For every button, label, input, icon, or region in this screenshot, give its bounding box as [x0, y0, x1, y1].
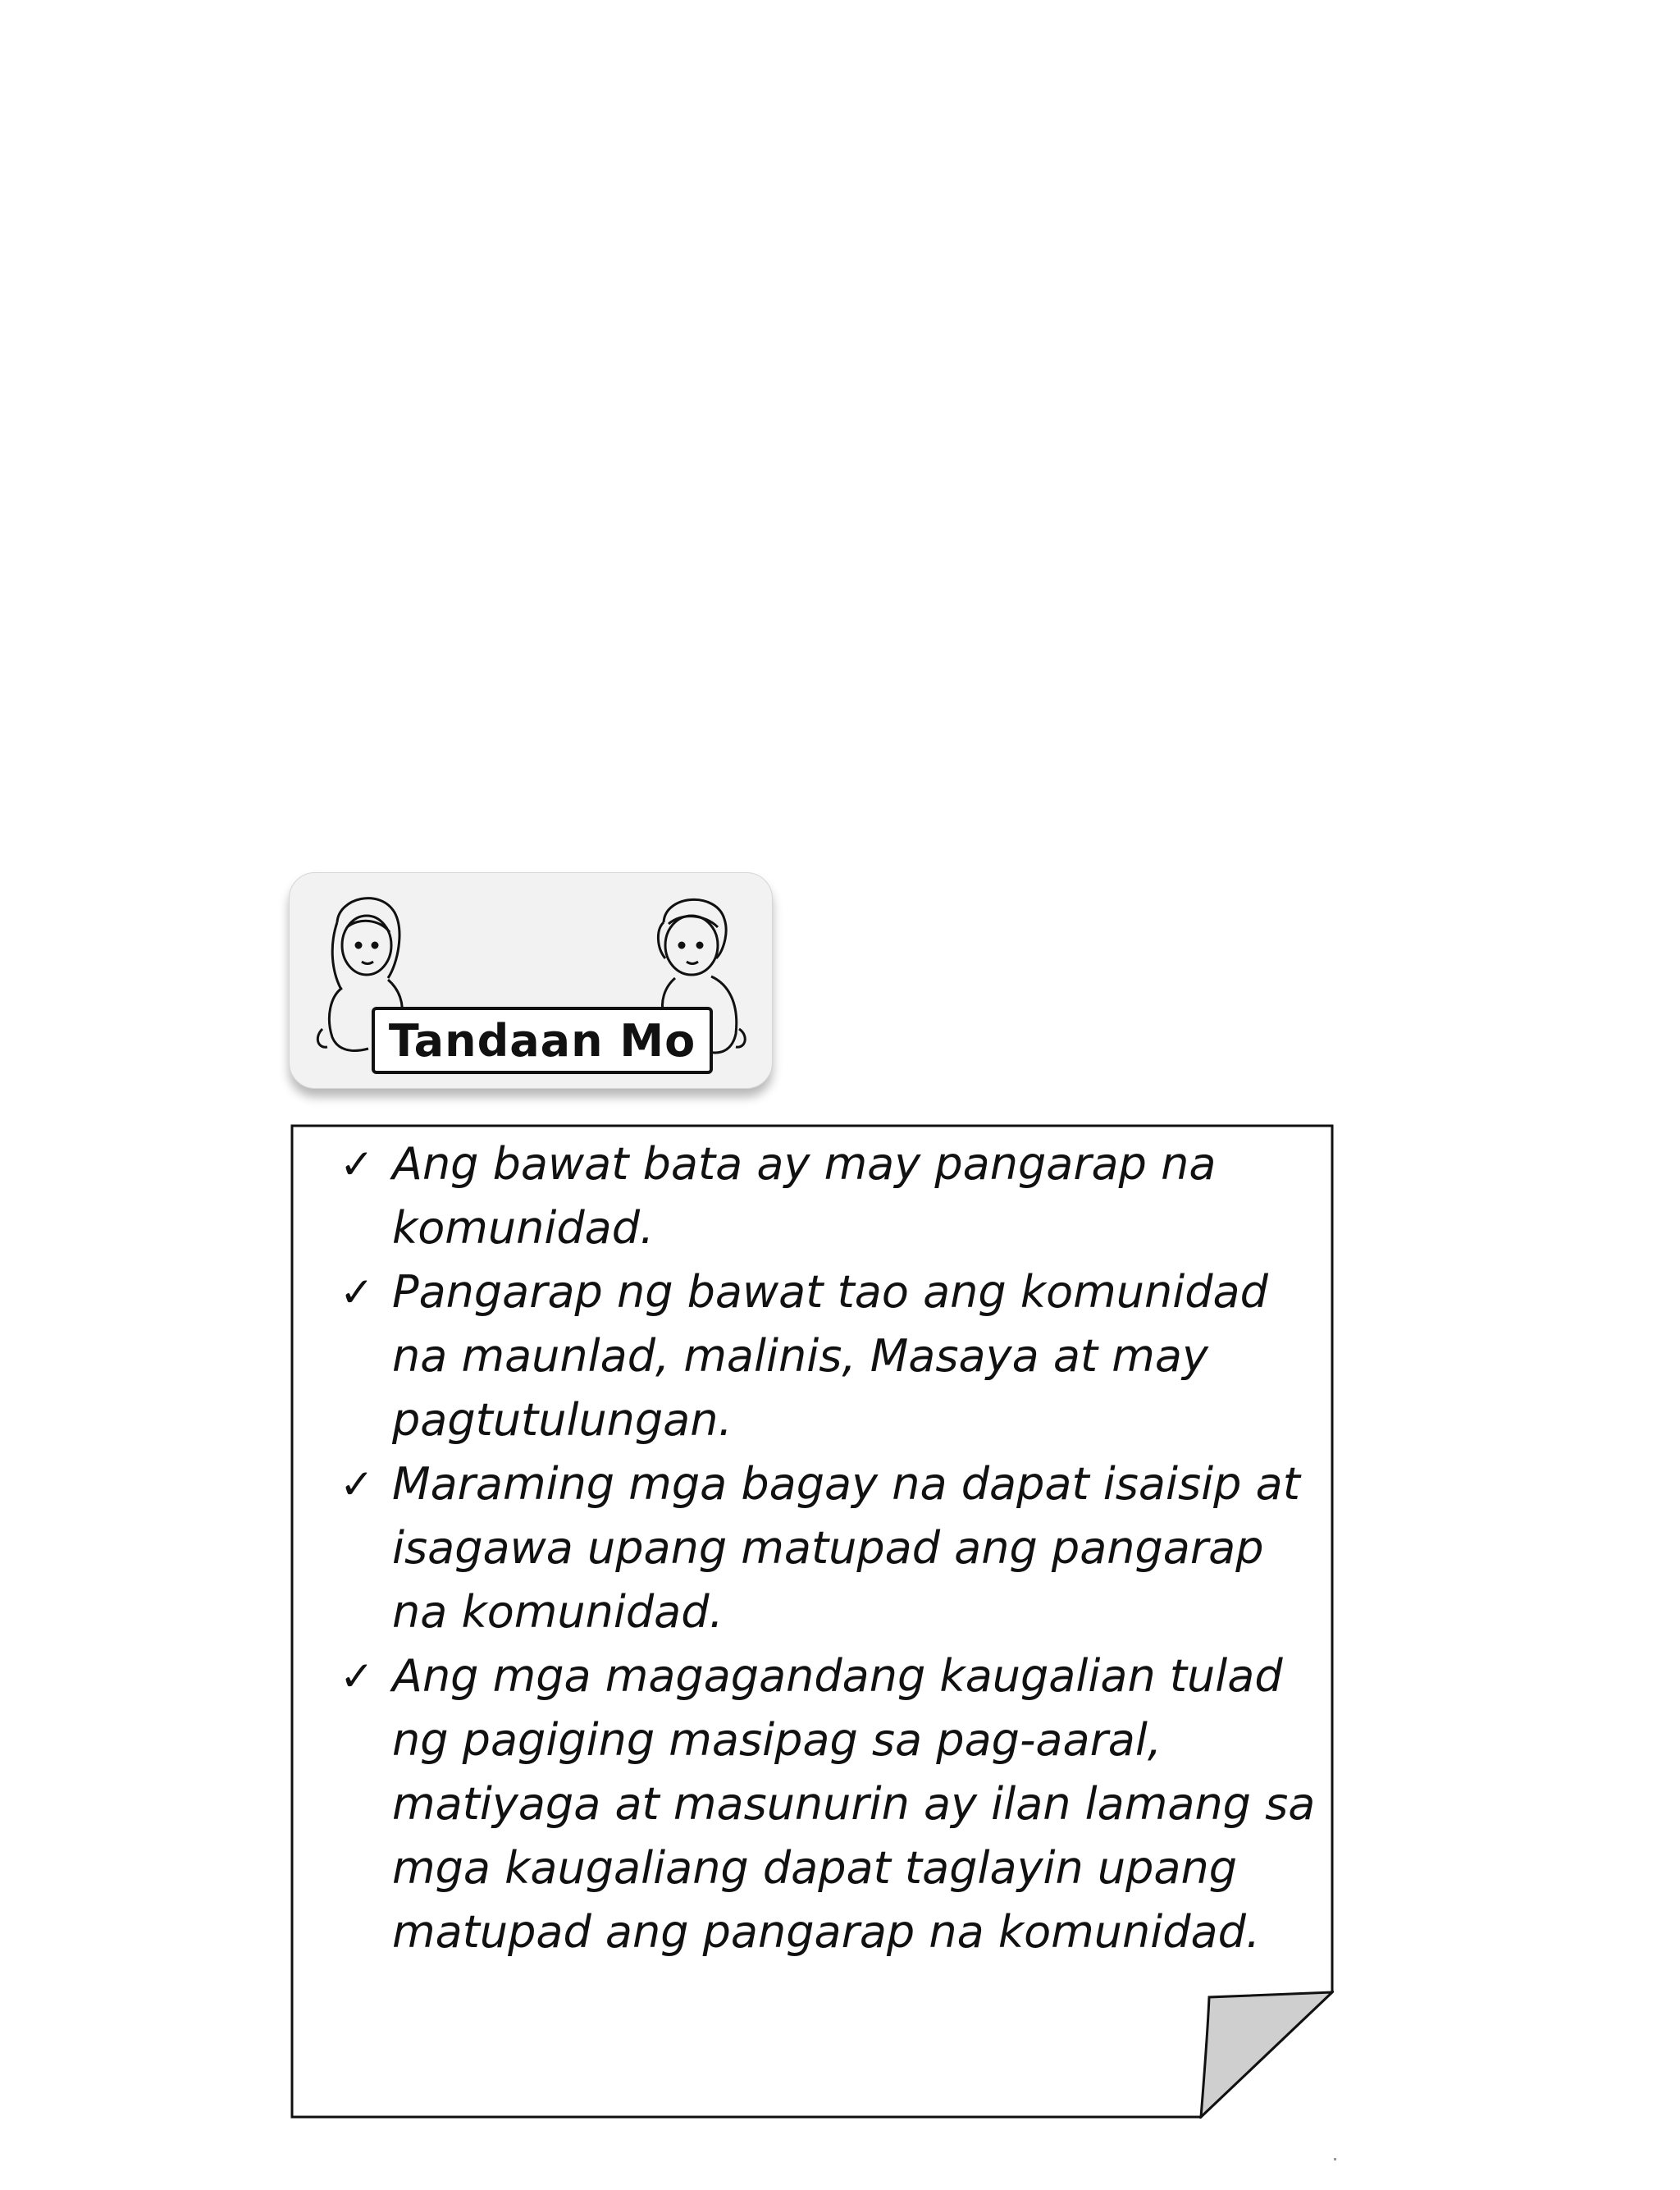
list-item: [340, 1644, 1316, 1964]
checkmark-icon: ✓: [340, 1141, 374, 1188]
scan-dot: [1334, 2158, 1336, 2160]
page-curl-icon: [1201, 1992, 1332, 2117]
list-item: [340, 1132, 1316, 1260]
checkmark-icon: ✓: [340, 1269, 374, 1316]
list-item-text: Ang mga magagandang kaugalian tulad ng pagiging masipag sa pag-aaral, matiyaga at masunurin ay ilan lamang sa mga kaugaliang dapat taglayin upang matupad ang pangarap na komunidad.: [392, 1650, 1316, 1958]
list-item-text: Pangarap ng bawat tao ang komunidad na maunlad, malinis, Masaya at may pagtutulungan.: [392, 1266, 1268, 1446]
notes-list: [340, 1132, 1316, 1964]
note-box: [290, 1124, 1334, 2119]
list-item-text: Ang bawat bata ay may pangarap na komunidad.: [392, 1138, 1217, 1254]
tandaan-mo-badge: [289, 872, 773, 1089]
badge-title: Tandaan Mo: [388, 1014, 696, 1067]
checkmark-icon: ✓: [340, 1653, 374, 1700]
list-item: [340, 1260, 1316, 1452]
badge-label-box: [372, 1007, 713, 1074]
checkmark-icon: ✓: [340, 1461, 374, 1508]
list-item: [340, 1452, 1316, 1644]
list-item-text: Maraming mga bagay na dapat isaisip at isagawa upang matupad ang pangarap na komunidad.: [392, 1458, 1300, 1638]
